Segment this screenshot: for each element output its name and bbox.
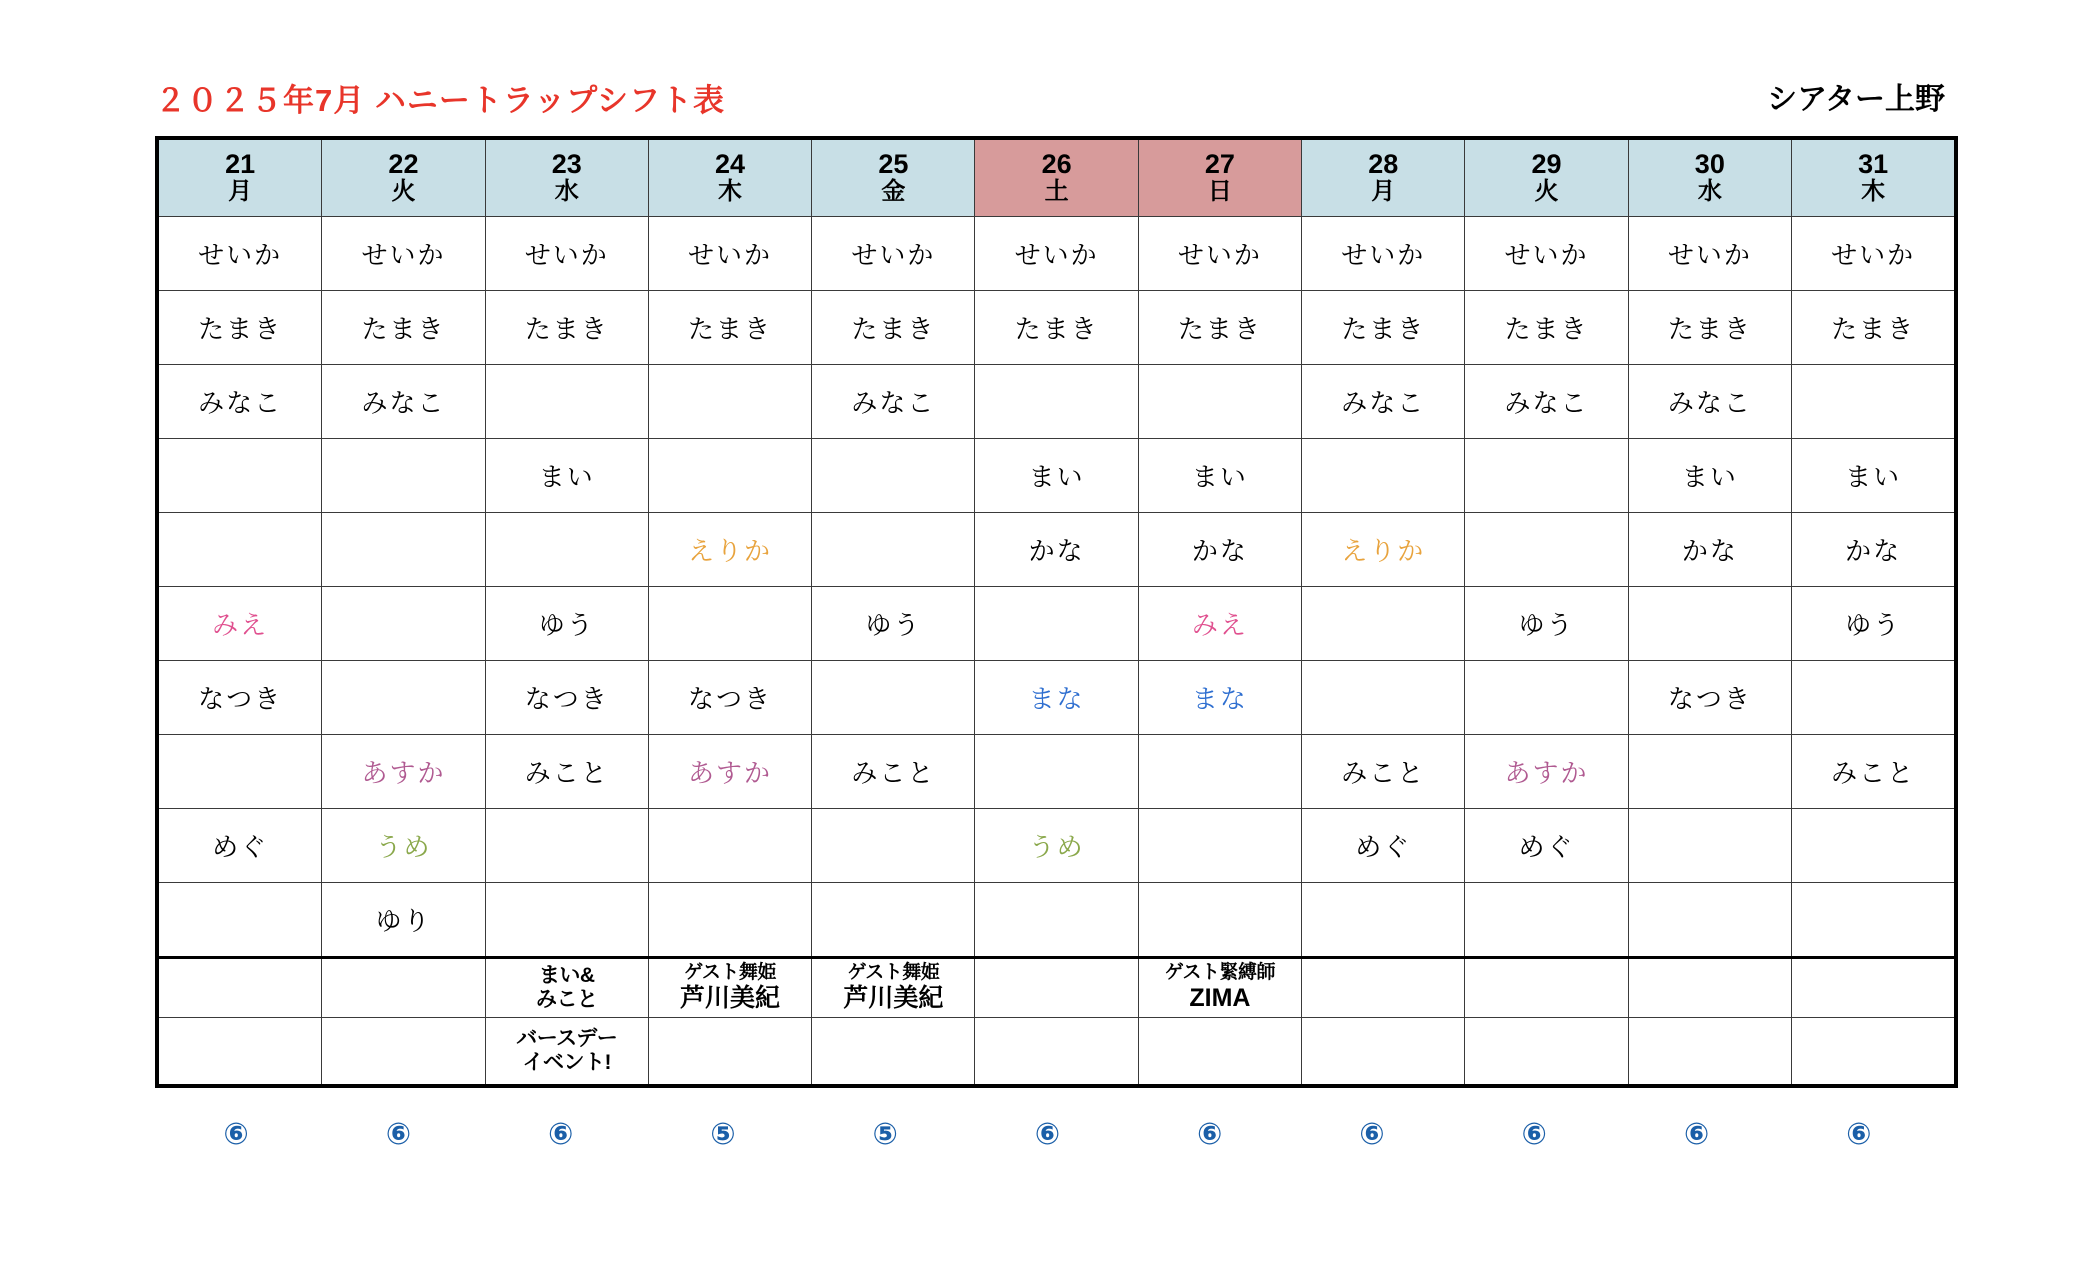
cast-cell-empty [975,735,1138,809]
cast-cell: みえ [1138,587,1301,661]
day-count: ⑥ [547,1117,574,1152]
day-number: 31 [1858,149,1889,180]
note-cell-empty [1138,1018,1301,1087]
cast-cell-empty [1465,439,1628,513]
day-weekday: 月 [1371,177,1396,205]
cast-row [157,735,1956,809]
day-count: ⑥ [1359,1117,1385,1152]
page-header [155,66,1945,116]
cast-row [157,217,1956,291]
day-count: ⑤ [872,1117,898,1152]
cast-cell-empty [1138,365,1301,439]
cast-cell-empty [975,365,1138,439]
cast-row [157,661,1956,735]
day-weekday: 金 [881,177,906,205]
cast-cell-empty [812,809,975,883]
cast-cell-empty [322,661,485,735]
day-number: 23 [551,149,582,180]
cast-cell-empty [1302,661,1465,735]
note-label: ゲスト舞姫 [847,962,940,984]
cast-row [157,291,1956,365]
cast-cell: みこと [485,735,648,809]
cast-row [157,513,1956,587]
cast-cell: まい [1628,439,1791,513]
day-weekday: 土 [1044,177,1069,205]
cast-cell-empty [485,809,648,883]
day-count: ⑥ [223,1117,249,1152]
note-row [157,1018,1956,1087]
note-cell [485,1018,648,1087]
cast-cell: めぐ [1302,809,1465,883]
day-header-31 [1791,138,1956,217]
note-cell-empty [322,958,485,1018]
cast-cell: ゆう [1791,587,1956,661]
cast-cell: めぐ [1465,809,1628,883]
cast-cell-empty [157,439,322,513]
day-number: 26 [1041,149,1072,180]
cast-cell-empty [1465,883,1628,958]
cast-cell: かな [1791,513,1956,587]
cast-cell: なつき [1628,661,1791,735]
note-cell-empty [1628,1018,1791,1087]
cast-cell: みこと [812,735,975,809]
cast-cell: せいか [322,217,485,291]
cast-cell: たまき [1465,291,1628,365]
cast-row [157,809,1956,883]
note-cell-empty [1302,958,1465,1018]
cast-cell: まい [485,439,648,513]
cast-row [157,587,1956,661]
cast-cell: たまき [1791,291,1956,365]
day-weekday: 水 [1697,177,1722,205]
cast-cell: まい [975,439,1138,513]
cast-cell: みこと [1302,735,1465,809]
cast-cell: うめ [322,809,485,883]
day-weekday: 木 [718,177,743,205]
day-count: ⑥ [1521,1117,1547,1152]
cast-cell: せいか [1465,217,1628,291]
cast-cell-empty [1791,365,1956,439]
day-header-22 [322,138,485,217]
cast-cell-empty [322,439,485,513]
shift-table [155,136,1958,1088]
note-text-line: まい& [538,964,595,988]
note-cell [485,958,648,1018]
cast-cell-empty [1465,661,1628,735]
cast-cell: みなこ [1628,365,1791,439]
cast-cell: まい [1138,439,1301,513]
cast-cell: なつき [648,661,811,735]
cast-cell-empty [485,365,648,439]
day-header-21 [157,138,322,217]
cast-cell: ゆう [1465,587,1628,661]
cast-cell: まな [975,661,1138,735]
cast-cell-empty [812,439,975,513]
cast-cell: かな [1628,513,1791,587]
day-number: 22 [388,149,419,180]
cast-cell-empty [157,883,322,958]
cast-cell-empty [485,513,648,587]
note-cell-empty [812,1018,975,1087]
cast-row [157,365,1956,439]
note-cell-empty [1465,958,1628,1018]
day-header-26 [975,138,1138,217]
cast-cell: かな [1138,513,1301,587]
cast-cell: みなこ [157,365,322,439]
cast-cell-empty [975,587,1138,661]
cast-cell: みなこ [812,365,975,439]
cast-cell: たまき [1302,291,1465,365]
cast-cell-empty [1791,809,1956,883]
cast-cell: せいか [1138,217,1301,291]
note-cell [1138,958,1301,1018]
cast-cell: たまき [1138,291,1301,365]
cast-cell-empty [1791,661,1956,735]
cast-cell: たまき [485,291,648,365]
day-number: 21 [225,149,256,180]
cast-cell-empty [322,513,485,587]
daily-count-row [155,1117,1940,1152]
note-cell-empty [157,958,322,1018]
cast-cell: みなこ [1465,365,1628,439]
cast-cell-empty [1628,735,1791,809]
table-header-row [157,138,1956,217]
page-title: ２０２５年7月 ハニートラップシフト表 [155,83,725,118]
cast-cell: たまき [648,291,811,365]
day-count: ⑥ [1846,1117,1872,1152]
day-number: 25 [878,149,909,180]
cast-cell-empty [975,883,1138,958]
note-cell-empty [1465,1018,1628,1087]
note-cell-empty [648,1018,811,1087]
note-guest-name: 芦川美紀 [680,984,781,1013]
cast-cell: あすか [322,735,485,809]
note-label: ゲスト緊縛師 [1164,962,1276,984]
cast-cell-empty [648,365,811,439]
cast-cell-empty [1302,587,1465,661]
day-number: 30 [1694,149,1725,180]
cast-cell-empty [648,883,811,958]
day-header-28 [1302,138,1465,217]
cast-cell: せいか [1302,217,1465,291]
day-weekday: 日 [1207,177,1232,205]
cast-cell: たまき [157,291,322,365]
cast-cell-empty [812,883,975,958]
note-text-line: イベント! [522,1051,611,1074]
cast-cell-empty [485,883,648,958]
cast-cell: せいか [812,217,975,291]
day-count: ⑤ [710,1117,736,1152]
day-header-27 [1138,138,1301,217]
cast-cell: なつき [485,661,648,735]
cast-cell: みなこ [1302,365,1465,439]
cast-cell-empty [812,661,975,735]
day-number: 27 [1204,149,1235,180]
day-weekday: 木 [1861,177,1886,205]
cast-cell: ゆう [812,587,975,661]
cast-cell-empty [648,439,811,513]
day-number: 24 [715,149,746,180]
cast-cell-empty [1791,883,1956,958]
day-weekday: 月 [228,177,253,205]
cast-cell: かな [975,513,1138,587]
note-row [157,958,1956,1018]
cast-cell-empty [1628,883,1791,958]
shift-table-container [155,136,1940,1088]
cast-cell: みなこ [322,365,485,439]
day-header-29 [1465,138,1628,217]
note-cell-empty [975,958,1138,1018]
cast-cell: ゆり [322,883,485,958]
day-count: ⑥ [1197,1117,1223,1152]
day-weekday: 水 [554,177,579,205]
cast-cell: せいか [648,217,811,291]
note-cell-empty [975,1018,1138,1087]
cast-cell: たまき [322,291,485,365]
day-header-25 [812,138,975,217]
cast-cell: せいか [975,217,1138,291]
cast-cell: たまき [812,291,975,365]
cast-cell-empty [322,587,485,661]
day-header-30 [1628,138,1791,217]
note-cell-empty [1791,1018,1956,1087]
cast-cell: ゆう [485,587,648,661]
cast-cell: うめ [975,809,1138,883]
note-cell-empty [322,1018,485,1087]
cast-cell-empty [157,735,322,809]
day-number: 28 [1368,149,1399,180]
cast-cell-empty [1628,587,1791,661]
cast-cell: まい [1791,439,1956,513]
day-weekday: 火 [1534,177,1559,205]
day-count: ⑥ [385,1117,412,1152]
cast-cell: せいか [1628,217,1791,291]
note-cell [648,958,811,1018]
day-count: ⑥ [1034,1117,1061,1152]
note-cell-empty [1791,958,1956,1018]
cast-cell: みえ [157,587,322,661]
cast-cell: めぐ [157,809,322,883]
cast-cell-empty [1138,809,1301,883]
cast-cell: えりか [1302,513,1465,587]
cast-cell: みこと [1791,735,1956,809]
cast-row [157,439,1956,513]
day-header-24 [648,138,811,217]
cast-cell-empty [1302,439,1465,513]
day-header-23 [485,138,648,217]
day-weekday: 火 [391,177,416,205]
venue-name: シアター上野 [1767,83,1945,116]
cast-cell: せいか [485,217,648,291]
cast-cell-empty [648,587,811,661]
cast-cell: あすか [648,735,811,809]
day-count: ⑥ [1683,1117,1710,1152]
cast-row [157,883,1956,958]
cast-cell-empty [812,513,975,587]
note-text-line: バースデー [516,1027,618,1051]
cast-cell: あすか [1465,735,1628,809]
cast-cell-empty [1302,883,1465,958]
cast-cell-empty [1138,883,1301,958]
note-guest-name: 芦川美紀 [843,984,944,1013]
cast-cell: えりか [648,513,811,587]
note-cell-empty [1302,1018,1465,1087]
cast-cell-empty [648,809,811,883]
note-cell-empty [1628,958,1791,1018]
note-cell-empty [157,1018,322,1087]
cast-cell: まな [1138,661,1301,735]
cast-cell-empty [1138,735,1301,809]
note-text-line: みこと [535,988,598,1011]
note-guest-name: ZIMA [1189,984,1251,1013]
cast-cell-empty [1465,513,1628,587]
cast-cell: たまき [975,291,1138,365]
day-number: 29 [1531,149,1562,180]
cast-cell-empty [157,513,322,587]
note-cell [812,958,975,1018]
note-label: ゲスト舞姫 [684,962,776,984]
cast-cell: たまき [1628,291,1791,365]
cast-cell-empty [1628,809,1791,883]
cast-cell: せいか [1791,217,1956,291]
cast-cell: なつき [157,661,322,735]
cast-cell: せいか [157,217,322,291]
